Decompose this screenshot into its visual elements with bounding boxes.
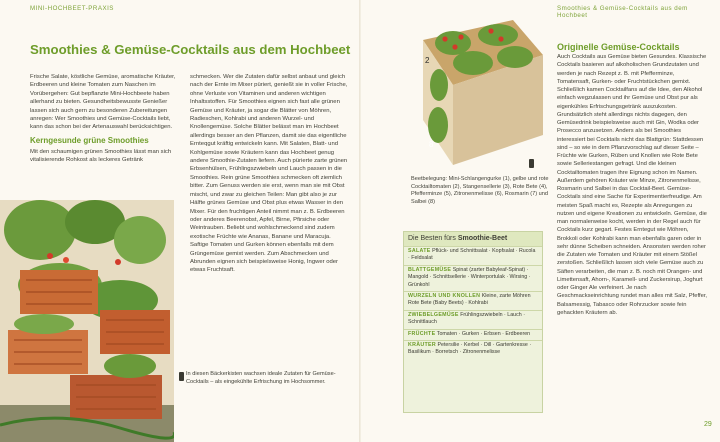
best-plants-title: Die Besten fürs Smoothie-Beet bbox=[404, 232, 542, 246]
best-item-text: Spinat (zarter Babyleaf-Spinat) · Mangold · Schnittsellerie · Winterportulak · Wirsing · Grünkohl bbox=[408, 266, 531, 288]
intro-paragraph: Frische Salate, köstliche Gemüse, aromatische Kräuter, Erdbeeren und kleine Tomaten zum Naschen im Vorübergehen: Gut bepflanzte Mini-Hochbeete haben allerhand zu bieten. Gesundheitsbewusste Genießer lassen sich auch gern zu besonderen Zubereitungen anregen: Wer Smoothies und Gemüse-Cocktails liebt, kann das schon bei der Artenauswahl berücksichtigen. bbox=[30, 74, 176, 131]
bed-caption-marker-icon bbox=[529, 159, 534, 168]
best-item-key: KRÄUTER bbox=[408, 342, 436, 349]
text-column-1 bbox=[30, 73, 180, 165]
best-item-zwiebel bbox=[404, 310, 542, 329]
best-item-blattgemuese bbox=[404, 265, 542, 291]
smoothie-paragraph-cont: schmecken. Wer die Zutaten dafür selbst anbaut und gleich nach der Ernte im Mixer püriert, genießt sie in voller Frische, ohne Verluste von Vitaminen und anderen wichtigen Inhaltsstoffen. Für Smoothies eignen sich fast alle grünen Gemüse und Kräuter, ja sogar die Blätter von Möhren, Radieschen, Kohlrabi und anderen Wurzel- und Knollengemüse. Solche Blätter belässt man im Hochbeet allerdings besser an den Pflanzen, damit sie das eigentliche Ernteqgut kräftig entwickeln kann. Mit Salaten, Blatt- und Kohlgemüse sowie Kräutern kann das Hochbeet genug andere Smoothie-Zutaten liefern. Auch pürierte zarte grünen Erbsenhülsen, Frühlingszwiebeln und Lauch passen in die Smoothies. Rein grüne Smoothies schmecken oft ziemlich bitter. Zum Genuss werden sie erst, wenn man sie mit Obst mischt, und zwar zu gleichen Teilen: Man gibt also je zur Hälfte grünes Gemüse und Obst plus etwas Wasser in den Mixer. Für den fruchtigen Anteil nimmt man z. B. Erdbeeren oder anderes Beerenobst, Apfel, Birne, Pfirsiche oder Weintrauben. Beliebt und wohlschmeckend sind zudem exotische Früchte wie Ananas, Banane und Maracuja. Saftige Tomaten und Gurken können ebenfalls mit dem Grüngemüse gemixt werden. Zum Abschmecken und Abrunden eignen sich beispielsweise Honig, Ingwer oder etwas Fruchtsaft. bbox=[190, 74, 348, 274]
cocktail-paragraph: Auch Cocktails aus Gemüse bieten Gesundes. Klassische Cocktails basieren auf alkoholischen Grundzutaten und werden je nach Rezept z. B. mit Pfefferminze, Tomatensaft, Gurken- oder Fruchtstückchen gemixt. Schließlich kamen Cocktailfans auf die Idee, den Alkohol einfach wegzulassen und ihr Gemüse und Obst pur als eigenkühles Erfrischungsgetränk auszukosten. Grundsätzlich steht allerdings nichts dagegen, den Gemüsedrink beispielsweise auch mit Gin, Wodka oder Prosecco anzusetzen. Anders als bei Smoothies interessiert bei Cocktails nicht das Blattgrün: Stattdessen sind – so wie in dem Pflanzvorschlag auf dieser Seite – Früchte wie Gurken, Rüben und Knollen wie Rote Bete sowie Selleriestangen gefragt. Und die kleinen Cocktailtomaten tragen ihre Eignung schon im Namen. Außerdem gehören Kräuter wie Minze, Zitronenmelisse, Rosmarin und Salbei in das Cocktail-Beet. Gemüse-Cocktails sind eine Sache für Experimentierfreudige. Am meisten Spaß macht es, Rezepte als Anregungen zu nutzen und eigene Kreationen zu entwickeln. Gemüse, die man normalerweise kocht, werden in der Regel auch für Cocktails kurz gegart. Festes Erntegut wie Möhren, Brokkoli oder Kohlrabi kann man ebenfalls garen oder in sehr dünne Scheiben schneiden. Ansonsten werden roher die Zutaten wie Tomaten und Kräuter mit einem Stößel zerstoßen. Schließlich lassen sich viele Gemüse auch zu Säften verarbeiten, die man z. B. noch mit Orangen- und Limettensaft, Ahorn-, Karamell- und Zuckersirup, Joghurt oder Ginger Ale verfeinert. Je nach Geschmackseinrichtung rundet man alles mit Salz, Pfeffer, Balsamessig, Tabasco oder Rohrzucker sowie fein gehackten Kräutern ab. bbox=[557, 54, 708, 316]
page-title: Smoothies & Gemüse-Cocktails aus dem Hochbeet bbox=[30, 42, 351, 57]
crate-garden-photo bbox=[0, 200, 174, 442]
subheading-smoothies: Kerngesunde grüne Smoothies bbox=[30, 135, 149, 145]
right-text-column bbox=[557, 53, 709, 317]
best-item-text: Petersilie · Kerbel · Dill · Gartenkresse · Basilikum · Borretsch · Zitronenmelisse bbox=[408, 342, 532, 356]
best-item-fruechte bbox=[404, 329, 542, 340]
best-item-text: Kleine, zarte Möhren Rote Bete (Baby Beets) · Kohlrabi bbox=[408, 293, 531, 307]
best-item-text: Frühlingszwiebeln · Lauch · Schnittlauch bbox=[408, 311, 525, 326]
photo-caption: In diesen Bäckerkisten wachsen ideale Zutaten für Gemüse-Cocktails – als eingekühlte Erfrischung im Hochsommer. bbox=[186, 371, 336, 385]
best-item-wurzeln bbox=[404, 291, 542, 310]
text-column-2 bbox=[190, 73, 350, 275]
best-plants-box bbox=[403, 231, 543, 413]
bed-caption: Beetbelegung: Mini-Schlangengurke (1), gelbe und rote Cocktailtomaten (2), Stangensellerie (3), Rote Bete (4), Pfefferminze (5), Zitronenmelisse (6), Rosmarin (7) und Salbei (8) bbox=[411, 176, 549, 205]
best-plants-title-bold: Smoothie-Beet bbox=[457, 235, 508, 242]
bed-label-1: 2 bbox=[425, 56, 430, 65]
best-item-kraeuter bbox=[404, 340, 542, 359]
best-item-key: FRÜCHTE bbox=[408, 330, 436, 337]
page-gutter bbox=[359, 0, 361, 442]
best-item-key: SALATE bbox=[408, 248, 431, 254]
smoothie-paragraph: Mit den schaumigen grünen Smoothies lässt man sich vitalisierende Rohkost als leckeres Getränk bbox=[30, 148, 172, 164]
garden-bed-illustration bbox=[403, 15, 553, 177]
right-column-heading: Originelle Gemüse-Cocktails bbox=[557, 42, 680, 52]
best-item-text: Pflück- und Schnittsalat · Kopfsalat · Rucola · Feldsalat bbox=[408, 248, 536, 262]
caption-marker-icon bbox=[179, 372, 184, 381]
bed-label-8: 8 bbox=[429, 140, 434, 149]
best-item-key: ZWIEBELGEMÜSE bbox=[408, 311, 459, 318]
best-item-key: WURZELN UND KNOLLEN bbox=[408, 293, 481, 300]
running-header-right: Smoothies & Gemüse-Cocktails aus dem Hochbeet bbox=[557, 5, 688, 19]
best-item-salate bbox=[404, 246, 542, 265]
running-header-left: MINI-HOCHBEET-PRAXIS bbox=[30, 5, 114, 12]
crate-garden-illustration bbox=[0, 200, 174, 442]
best-item-text: Tomaten · Gurken · Erbsen · Erdbeeren bbox=[436, 330, 531, 337]
best-item-key: BLATTGEMÜSE bbox=[408, 266, 452, 273]
page-number: 29 bbox=[704, 421, 712, 428]
